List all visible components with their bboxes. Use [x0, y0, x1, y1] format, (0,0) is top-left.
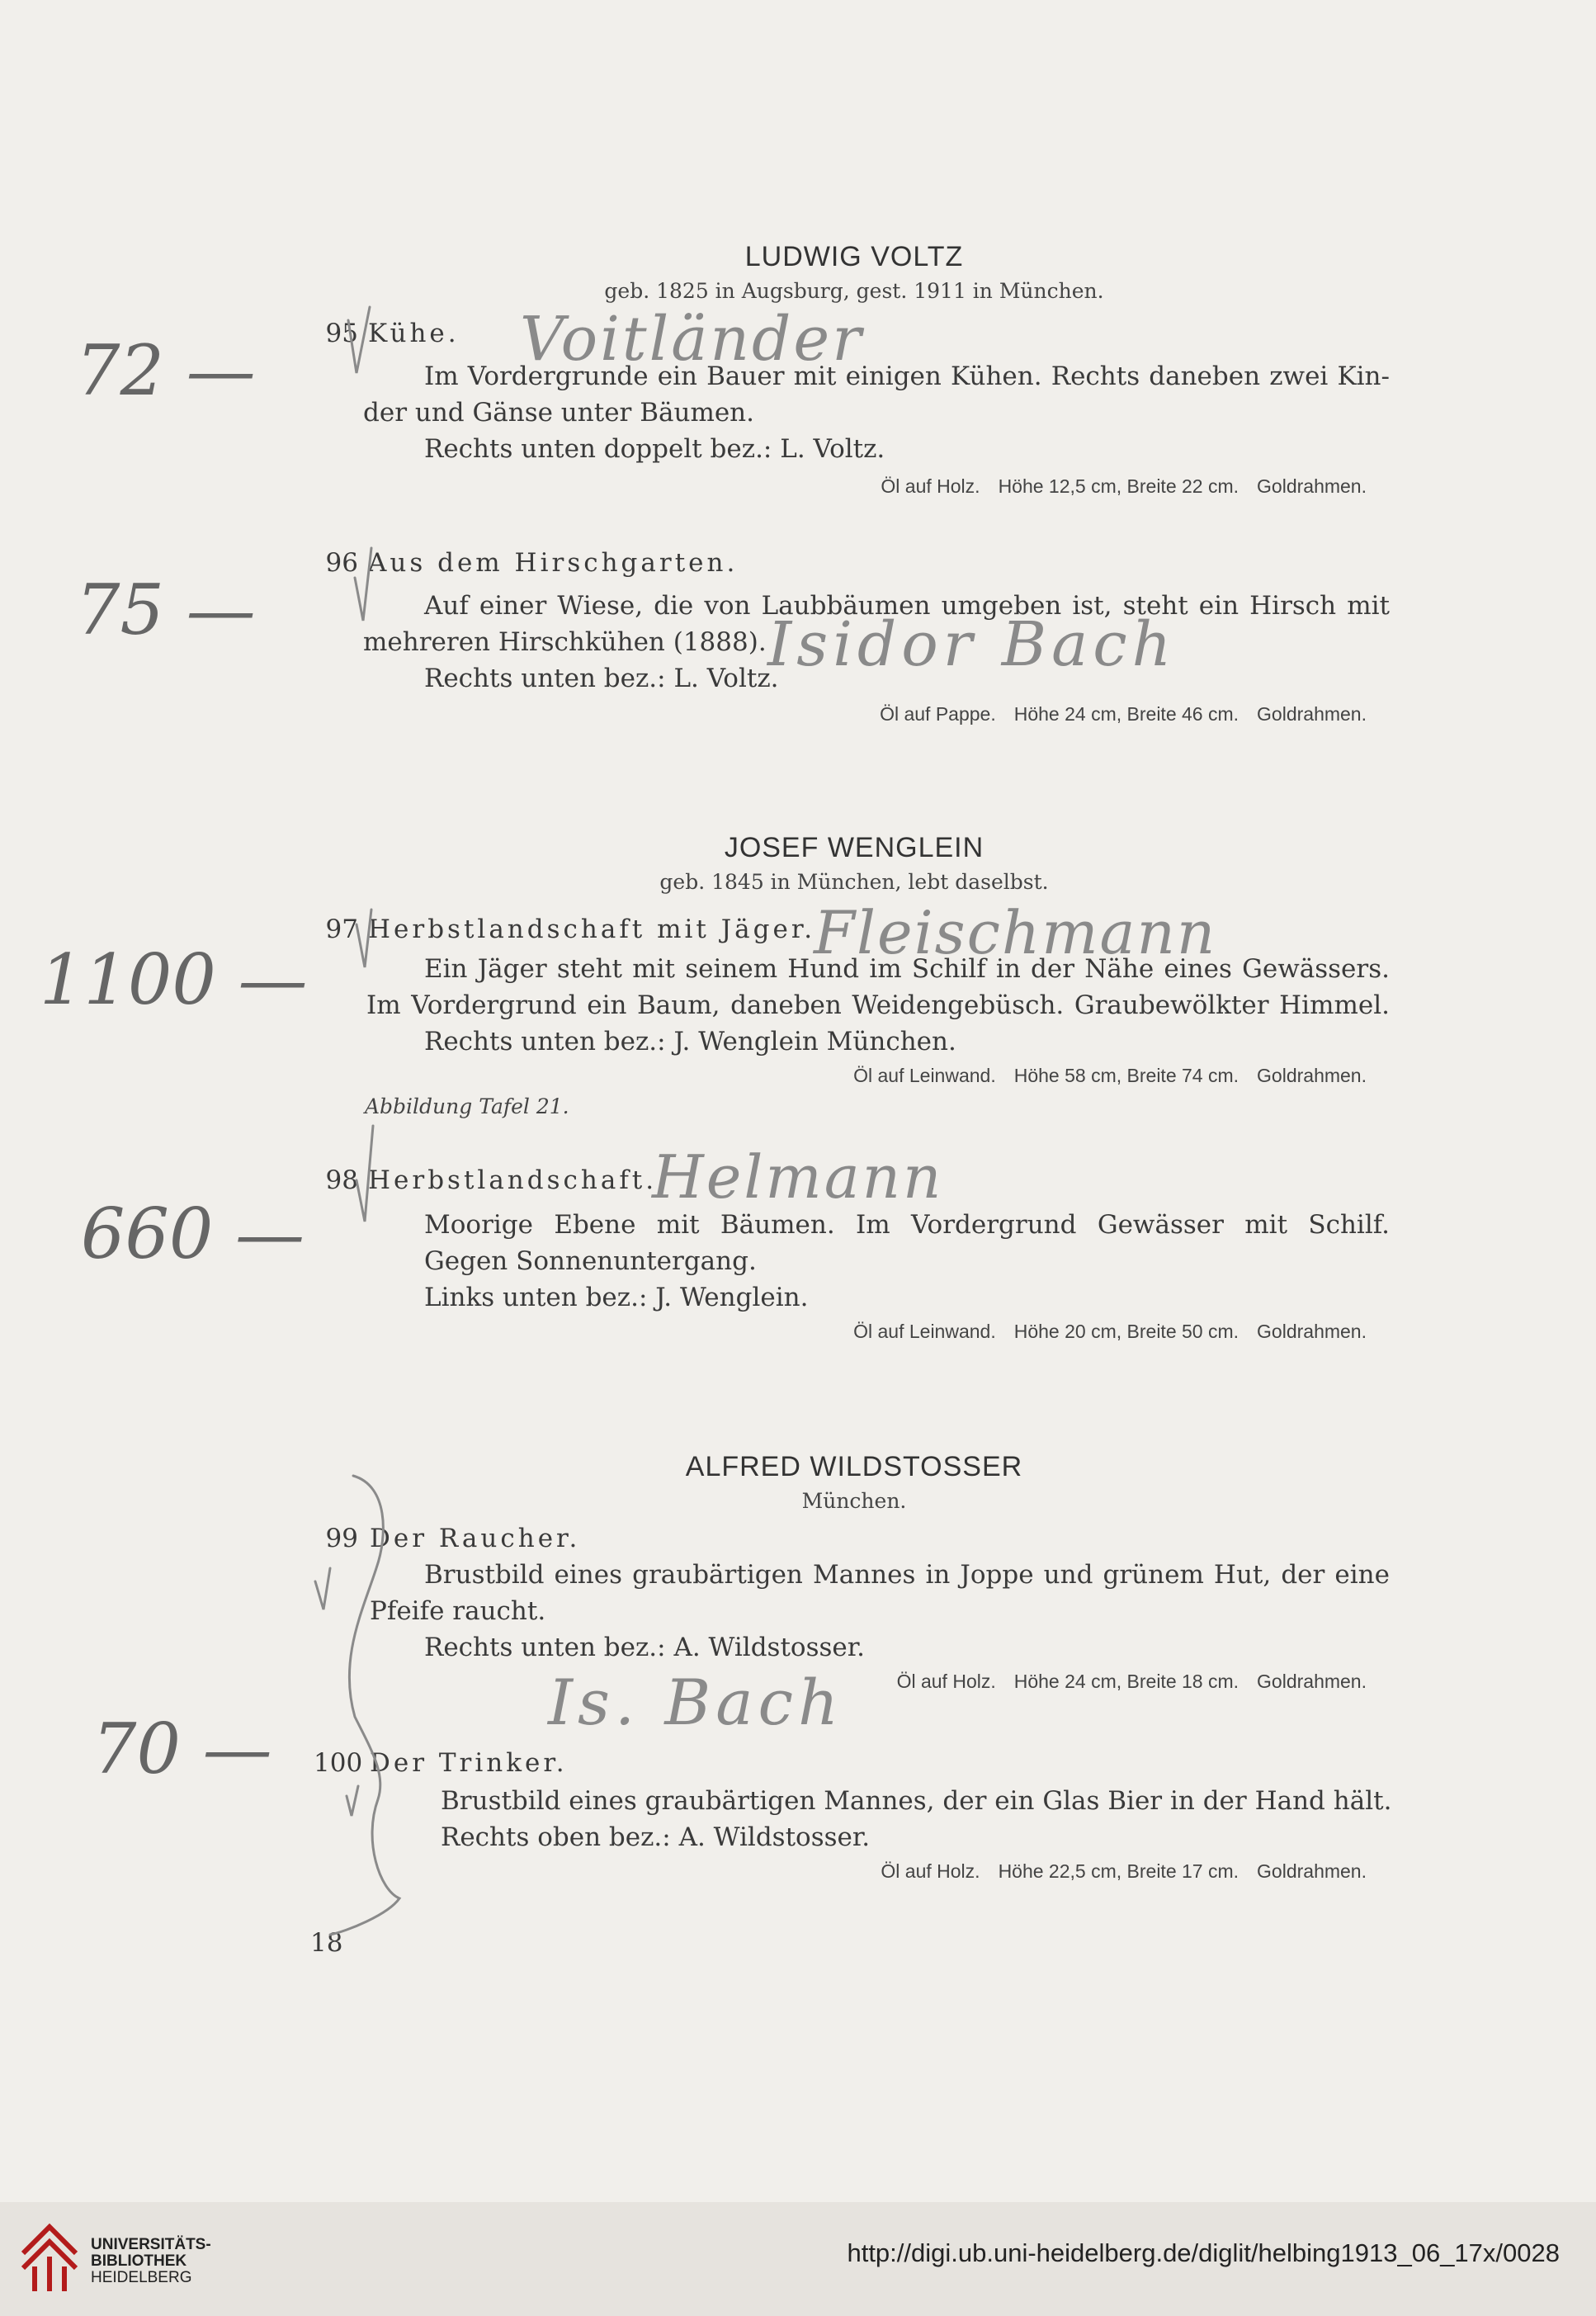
lot-number: 98	[325, 1165, 358, 1195]
lot-signature: Rechts unten bez.: J. Wenglein München.	[424, 1027, 956, 1056]
page-number: 18	[310, 1928, 343, 1958]
lot-description: Brustbild eines graubärtigen Mannes, der ein Glas Bier in der Hand hält.	[441, 1786, 1392, 1816]
artist-heading: LUDWIG VOLTZ	[744, 241, 964, 272]
lot-description: der und Gänse unter Bäumen.	[363, 398, 755, 428]
handwritten-buyer: Helmann	[652, 1142, 944, 1212]
university-logo-icon	[17, 2220, 83, 2298]
lot-number: 99	[325, 1524, 358, 1553]
lot-description: Im Vordergrund ein Baum, daneben Weidengebüsch. Graubewölkter Himmel.	[366, 990, 1390, 1020]
check-mark-icon	[355, 548, 371, 621]
lot-number: 95	[325, 319, 358, 348]
lot-technique: Öl auf Holz. Höhe 24 cm, Breite 18 cm. Goldrahmen.	[896, 1671, 1367, 1692]
lot-description: Ein Jäger steht mit seinem Hund im Schilf in der Nähe eines Gewässers.	[424, 954, 1390, 984]
lot-description: Im Vordergrunde ein Bauer mit einigen Kühen. Rechts daneben zwei Kin-	[424, 362, 1390, 391]
lot-number: 100	[314, 1748, 363, 1778]
artist-bio: geb. 1825 in Augsburg, gest. 1911 in München.	[604, 279, 1104, 303]
lot-technique: Öl auf Leinwand. Höhe 20 cm, Breite 50 cm. Goldrahmen.	[853, 1321, 1367, 1342]
check-mark-icon	[315, 1568, 330, 1609]
handwritten-price: 660 —	[81, 1193, 305, 1274]
lot-title: Der Raucher.	[370, 1524, 581, 1553]
lot-signature: Rechts oben bez.: A. Wildstosser.	[441, 1822, 871, 1852]
lot-description: mehreren Hirschkühen (1888).	[363, 627, 767, 657]
source-url[interactable]: http://digi.ub.uni-heidelberg.de/diglit/helbing1913_06_17x/0028	[847, 2238, 1560, 2267]
lot-title: Der Trinker.	[370, 1748, 568, 1778]
check-mark-icon	[357, 910, 371, 967]
handwritten-buyer: Isidor Bach	[767, 609, 1177, 680]
lot-signature: Rechts unten doppelt bez.: L. Voltz.	[424, 434, 885, 464]
lot-title: Kühe.	[368, 319, 460, 348]
lot-signature: Links unten bez.: J. Wenglein.	[424, 1283, 809, 1312]
handwritten-buyer: Fleischmann	[814, 898, 1217, 967]
lot-number: 97	[325, 915, 358, 944]
artist-heading: ALFRED WILDSTOSSER	[685, 1451, 1023, 1482]
lot-title: Herbstlandschaft mit Jäger.	[368, 915, 816, 944]
lot-title: Herbstlandschaft.	[368, 1165, 658, 1195]
check-mark-icon	[348, 307, 370, 373]
lot-description: Brustbild eines graubärtigen Mannes in Joppe und grünem Hut, der eine	[424, 1560, 1390, 1590]
lot-technique: Öl auf Holz. Höhe 12,5 cm, Breite 22 cm. Goldrahmen.	[881, 475, 1367, 497]
lot-signature: Rechts unten bez.: L. Voltz.	[424, 664, 779, 693]
illustration-reference: Abbildung Tafel 21.	[365, 1094, 569, 1118]
handwritten-price: 75 —	[76, 570, 256, 650]
lot-description: Pfeife raucht.	[370, 1596, 546, 1626]
lot-technique: Öl auf Leinwand. Höhe 58 cm, Breite 74 cm. Goldrahmen.	[853, 1065, 1367, 1086]
lot-description: Auf einer Wiese, die von Laubbäumen umgeben ist, steht ein Hirsch mit	[424, 591, 1390, 621]
handwritten-buyer: Is. Bach	[548, 1666, 844, 1739]
artist-bio: München.	[801, 1489, 907, 1513]
handwritten-buyer: Voitländer	[520, 304, 864, 375]
lot-signature: Rechts unten bez.: A. Wildstosser.	[424, 1633, 866, 1662]
handwritten-price: 1100 —	[40, 939, 308, 1020]
artist-heading: JOSEF WENGLEIN	[724, 832, 985, 863]
lot-number: 96	[325, 548, 358, 578]
footer-bar	[0, 2202, 1596, 2316]
lot-description: Gegen Sonnenuntergang.	[424, 1246, 757, 1276]
lot-technique: Öl auf Pappe. Höhe 24 cm, Breite 46 cm. Goldrahmen.	[880, 703, 1367, 725]
lot-description: Moorige Ebene mit Bäumen. Im Vordergrund Gewässer mit Schilf.	[424, 1210, 1390, 1240]
check-mark-icon	[357, 1126, 373, 1222]
bracket-mark	[330, 1476, 399, 1935]
check-mark-icon	[347, 1786, 358, 1816]
handwritten-price: 72 —	[76, 330, 256, 411]
lot-title: Aus dem Hirschgarten.	[368, 548, 739, 578]
artist-bio: geb. 1845 in München, lebt daselbst.	[659, 870, 1049, 894]
handwritten-price: 70 —	[92, 1709, 272, 1789]
library-name: UNIVERSITÄTS- BIBLIOTHEK HEIDELBERG	[91, 2236, 211, 2286]
lot-technique: Öl auf Holz. Höhe 22,5 cm, Breite 17 cm. Goldrahmen.	[881, 1860, 1367, 1882]
